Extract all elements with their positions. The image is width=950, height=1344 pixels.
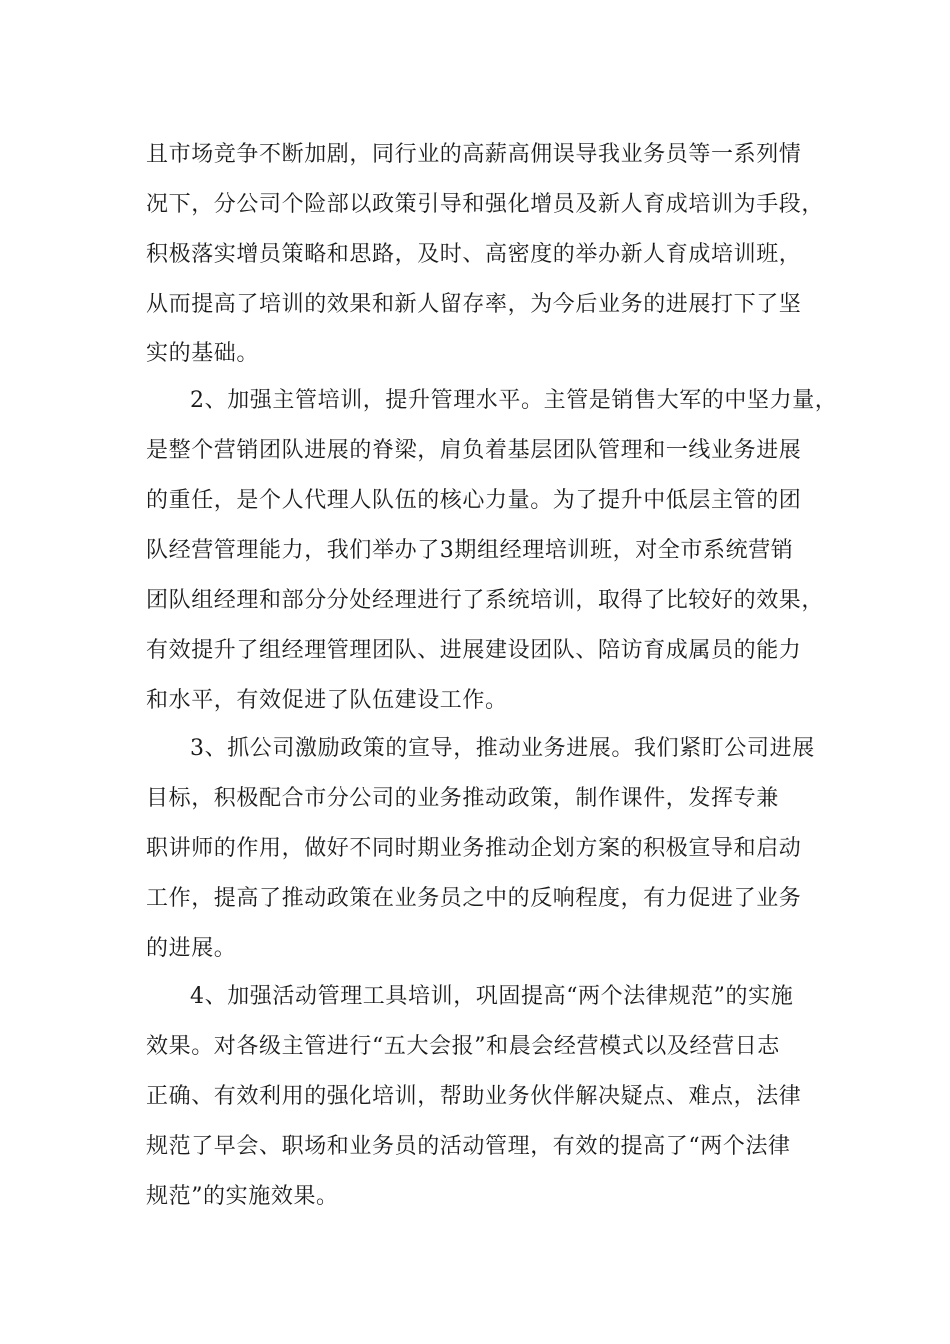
text-line: 且市场竞争不断加剧，同行业的高薪高佣误导我业务员等一系列情 xyxy=(146,142,802,167)
text-line: 规范了早会、职场和业务员的活动管理，有效的提高了“两个法律 xyxy=(146,1134,791,1159)
text-line: 的进展。 xyxy=(146,936,237,961)
text-line: 职讲师的作用，做好不同时期业务推动企划方案的积极宣导和启动 xyxy=(146,836,802,861)
text-line: 3、抓公司激励政策的宣导，推动业务进展。我们紧盯公司进展 xyxy=(190,736,815,761)
text-line: 规范”的实施效果。 xyxy=(146,1184,339,1209)
text-line: 效果。对各级主管进行“五大会报”和晨会经营模式以及经营日志 xyxy=(146,1034,780,1059)
text-line: 有效提升了组经理管理团队、进展建设团队、陪访育成属员的能力 xyxy=(146,638,802,663)
text-line: 队经营管理能力，我们举办了3期组经理培训班，对全市系统营销 xyxy=(146,538,794,563)
text-line: 积极落实增员策略和思路，及时、高密度的举办新人育成培训班， xyxy=(146,242,802,267)
text-line: 2、加强主管培训，提升管理水平。主管是销售大军的中坚力量， xyxy=(190,388,838,413)
text-line: 和水平，有效促进了队伍建设工作。 xyxy=(146,688,508,713)
text-line: 正确、有效利用的强化培训，帮助业务伙伴解决疑点、难点，法律 xyxy=(146,1084,802,1109)
text-line: 的重任，是个人代理人队伍的核心力量。为了提升中低层主管的团 xyxy=(146,488,802,513)
text-line: 团队组经理和部分分处经理进行了系统培训，取得了比较好的效果， xyxy=(146,588,825,613)
text-line: 实的基础。 xyxy=(146,341,260,366)
text-line: 目标，积极配合市分公司的业务推动政策，制作课件，发挥专兼 xyxy=(146,786,779,811)
text-line: 从而提高了培训的效果和新人留存率，为今后业务的进展打下了坚 xyxy=(146,292,802,317)
text-line: 况下，分公司个险部以政策引导和强化增员及新人育成培训为手段， xyxy=(146,192,825,217)
text-line: 是整个营销团队进展的脊梁，肩负着基层团队管理和一线业务进展 xyxy=(146,438,802,463)
text-line: 4、加强活动管理工具培训，巩固提高“两个法律规范”的实施 xyxy=(190,984,794,1009)
text-line: 工作，提高了推动政策在业务员之中的反响程度，有力促进了业务 xyxy=(146,886,802,911)
